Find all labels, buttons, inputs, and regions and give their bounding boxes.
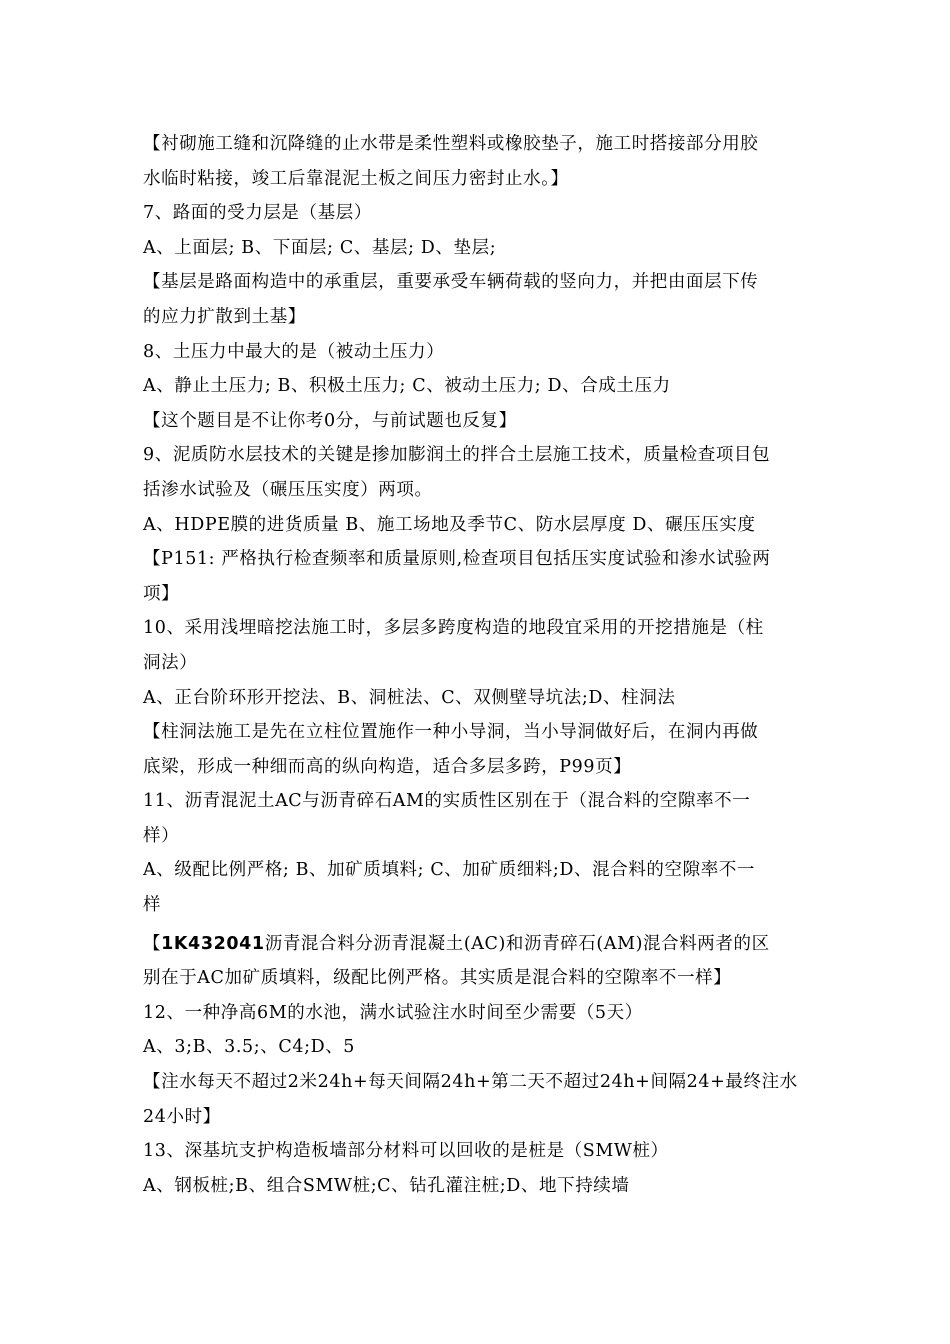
question-7: 7、路面的受力层是（基层） bbox=[143, 203, 372, 224]
text-line: 项】 bbox=[143, 583, 180, 604]
question-10-options: A、正台阶环形开挖法、B、洞桩法、C、双侧壁导坑法;D、柱洞法 bbox=[143, 687, 676, 708]
document-body bbox=[143, 127, 813, 1203]
question-13-options: A、钢板桩;B、组合SMW桩;C、钻孔灌注桩;D、地下持续墙 bbox=[143, 1175, 630, 1196]
bracket: 【 bbox=[143, 933, 162, 954]
text-line: 24小时】 bbox=[143, 1106, 221, 1127]
question-11: 11、沥青混泥土AC与沥青碎石AM的实质性区别在于（混合料的空隙率不一 bbox=[143, 791, 751, 812]
text-line: 别在于AC加矿质填料，级配比例严格。其实质是混合料的空隙率不一样】 bbox=[143, 968, 732, 989]
question-9-options: A、HDPE膜的进货质量 B、施工场地及季节C、防水层厚度 D、碾压压实度 bbox=[143, 514, 756, 535]
text-rest: 沥青混合料分沥青混凝土(AC)和沥青碎石(AM)混合料两者的区 bbox=[264, 933, 770, 954]
question-12-options: A、3;B、3.5;、C4;D、5 bbox=[143, 1037, 356, 1058]
question-12: 12、一种净高6M的水池，满水试验注水时间至少需要（5天） bbox=[143, 1002, 643, 1023]
text-line: 【注水每天不超过2米24h+每天间隔24h+第二天不超过24h+间隔24+最终注水 bbox=[143, 1072, 798, 1093]
text-line: 底梁，形成一种细而高的纵向构造，适合多层多跨，P99页】 bbox=[143, 756, 632, 777]
question-10-cont: 洞法） bbox=[143, 652, 198, 673]
text-line: 水临时粘接，竣工后靠混泥土板之间压力密封止水。】 bbox=[143, 168, 569, 189]
text-line-bold-code bbox=[143, 927, 813, 962]
question-10: 10、采用浅埋暗挖法施工时，多层多跨度构造的地段宜采用的开挖措施是（柱 bbox=[143, 618, 764, 639]
code-label: 1K432041 bbox=[161, 933, 265, 954]
text-line: 【这个题目是不让你考0分，与前试题也反复】 bbox=[143, 410, 517, 431]
question-7-options: A、上面层; B、下面层; C、基层; D、垫层; bbox=[143, 237, 497, 258]
question-8-options: A、静止土压力; B、积极土压力; C、被动土压力; D、合成土压力 bbox=[143, 376, 671, 397]
question-11-cont: 样） bbox=[143, 825, 180, 846]
question-13: 13、深基坑支护构造板墙部分材料可以回收的是桩是（SMW桩） bbox=[143, 1141, 669, 1162]
question-9: 9、泥质防水层技术的关键是掺加膨润土的拌合土层施工技术，质量检查项目包 bbox=[143, 445, 771, 466]
question-11-options-cont: 样 bbox=[143, 895, 162, 916]
text-line: 【P151: 严格执行检查频率和质量原则,检查项目包括压实度试验和渗水试验两 bbox=[143, 549, 771, 570]
question-8: 8、土压力中最大的是（被动土压力） bbox=[143, 341, 445, 362]
text-line: 【柱洞法施工是先在立柱位置施作一种小导洞，当小导洞做好后，在洞内再做 bbox=[143, 722, 759, 743]
text-line: 【基层是路面构造中的承重层，重要承受车辆荷载的竖向力，并把由面层下传 bbox=[143, 272, 759, 293]
question-11-options: A、级配比例严格; B、加矿质填料; C、加矿质细料;D、混合料的空隙率不一 bbox=[143, 860, 756, 881]
question-9-cont: 括渗水试验及（碾压压实度）两项。 bbox=[143, 479, 433, 500]
text-line: 的应力扩散到土基】 bbox=[143, 306, 306, 327]
text-line: 【衬砌施工缝和沉降缝的止水带是柔性塑料或橡胶垫子，施工时搭接部分用胶 bbox=[143, 134, 759, 154]
